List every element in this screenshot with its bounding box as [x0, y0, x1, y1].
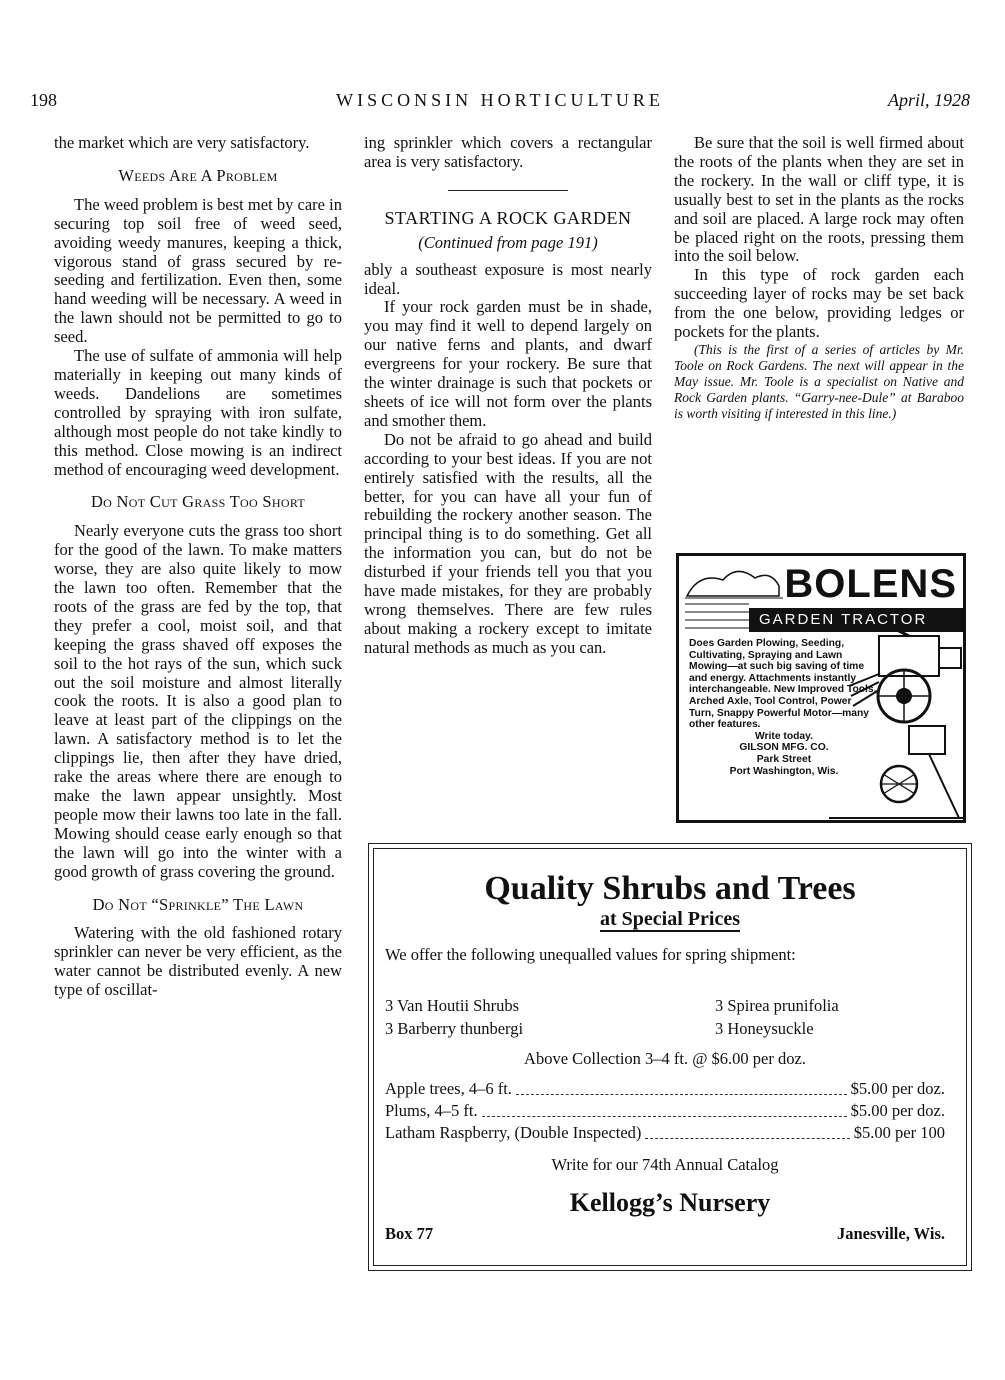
- paragraph: The use of sulfate of ammonia will help materially in keeping out many kinds of weeds. Dandelions are sometimes controlled by spraying with iron sulfate, although most people do not take kindly to this method. Close mowing is an indirect method of encouraging weed development.: [54, 346, 342, 479]
- bolens-copy: Does Garden Plowing, Seeding, Cultivating, Spraying and Lawn Mowing—at such big saving of time and energy. Attachments instantly interchangeable. New Improved Tools. Arched Axle, Tool Control, Power Turn, Snappy Powerful Motor—many other features.: [689, 638, 877, 731]
- paragraph: ably a southeast exposure is most nearly ideal.: [364, 259, 652, 298]
- price-item: Plums, 4–5 ft.: [385, 1101, 478, 1120]
- bolens-city: Port Washington, Wis.: [729, 765, 839, 777]
- page-header: [30, 90, 970, 120]
- ad-headline: Quality Shrubs and Trees: [484, 870, 856, 907]
- price-item: Latham Raspberry, (Double Inspected): [385, 1123, 642, 1142]
- editor-note: (This is the first of a series of articles by Mr. Toole on Rock Gardens. The next will appear in the May issue. Mr. Toole is a specialist on Native and Rock Garden plants. “Garry-nee-Dule” at Baraboo is worth visiting if interested in this line.): [674, 341, 964, 421]
- paragraph: Watering with the old fashioned rotary sprinkler can never be very efficient, as the water cannot be distributed evenly. A new type of oscillat-: [54, 923, 342, 1000]
- leader-dots: [482, 1116, 847, 1117]
- paragraph: ing sprinkler which covers a rectangular area is very satisfactory.: [364, 133, 652, 171]
- section-heading-sprinkle: Do Not “Sprinkle” The Lawn: [92, 894, 304, 914]
- section-heading-grass: Do Not Cut Grass Too Short: [90, 492, 306, 512]
- paragraph: In this type of rock garden each succeeding layer of rocks may be set back from the one below, providing ledges or pockets for the plants.: [674, 265, 964, 342]
- page-number: 198: [30, 90, 57, 110]
- paragraph: Be sure that the soil is well firmed about the roots of the plants when they are set in the rockery. In the wall or cliff type, it is usually best to set in the plants as the rocks and soil are placed. A large rock may often be placed right on the roots, pressing them into the soil below.: [674, 133, 964, 266]
- list-item: 3 Honeysuckle: [715, 1019, 814, 1038]
- bolens-advertisement: [676, 553, 966, 823]
- bolens-copy-block: [689, 638, 879, 777]
- nursery-name: Kellogg’s Nursery: [569, 1188, 771, 1217]
- list-item: 3 Van Houtii Shrubs: [385, 996, 519, 1015]
- price-value: $5.00 per doz.: [850, 1101, 945, 1120]
- paragraph: The weed problem is best met by care in securing top soil free of weed seed, avoiding weedy manures, keeping a thick, vigorous stand of grass secured by re-seeding and fertilization. Even then, some hand weeding will be necessary. A weed in the lawn should not be permitted to go to seed.: [54, 194, 342, 347]
- bolens-street: Park Street: [756, 753, 812, 765]
- list-item: 3 Barberry thunbergi: [385, 1019, 524, 1038]
- price-value: $5.00 per 100: [853, 1123, 945, 1142]
- ad-intro: We offer the following unequalled values for spring shipment:: [385, 945, 796, 964]
- ad-subhead: [369, 908, 971, 931]
- leader-dots: [516, 1094, 847, 1095]
- journal-title: WISCONSIN HORTICULTURE: [336, 90, 664, 110]
- bolens-tagline: GARDEN TRACTOR: [749, 608, 963, 632]
- section-heading-weeds: Weeds Are A Problem: [118, 165, 278, 185]
- column-left: [54, 134, 342, 1000]
- box-number: Box 77: [385, 1224, 434, 1243]
- paragraph: the market which are very satisfactory.: [54, 133, 310, 152]
- divider: [448, 190, 568, 191]
- price-row: [385, 1122, 945, 1144]
- price-list: [385, 1078, 945, 1144]
- ad-subhead-text: at Special Prices: [600, 908, 740, 930]
- bolens-write: Write today.: [755, 730, 813, 742]
- price-value: $5.00 per doz.: [850, 1079, 945, 1098]
- nursery-city: Janesville, Wis.: [836, 1224, 945, 1243]
- paragraph: Nearly everyone cuts the grass too short for the good of the lawn. To make matters worse, they are also quite likely to mow the lawn too often. Remember that the roots of the grass are fed by the top, that they prefer a cool, moist soil, and that keeping the grass shaved off exposes the soil to the hot rays of the sun, which suck out the soil moisture and almost literally cook the roots. It is also a good plan to leave at least part of the clippings on the lawn. A satisfactory method is to let the clippings lie, then after they have dried, rake the areas where there are enough to make the lawn appear unsightly. Most people mow their lawns too late in the fall. Mowing should cease early enough so that the lawn will go into the winter with a good growth of grass covering the ground.: [54, 521, 342, 881]
- bolens-brand: BOLENS: [784, 562, 957, 606]
- paragraph: If your rock garden must be in shade, you may find it well to depend largely on our native ferns and plants, and dwarf evergreens for your rockery. Be sure that the winter drainage is such that pockets or sheets of ice will not form over the plants and smother them.: [364, 297, 652, 430]
- kellogg-advertisement: [368, 843, 972, 1271]
- collection-offer: Above Collection 3–4 ft. @ $6.00 per doz.: [524, 1049, 806, 1068]
- leader-dots: [645, 1138, 849, 1139]
- continued-note: (Continued from page 191): [418, 232, 598, 252]
- paragraph: Do not be afraid to go ahead and build according to your best ideas. If you are not entirely satisfied with the results, all the better, for you can have all your fun of rebuilding the rockery another season. The principal thing is to do something. Get all the information you can, but do not be disturbed if your friends tell you that you have made mistakes, for they are probably wrong themselves. There are few rules about making a rockery except to imitate natural methods as much as you can.: [364, 429, 652, 657]
- price-row: [385, 1100, 945, 1122]
- price-row: [385, 1078, 945, 1100]
- column-middle: [364, 134, 652, 658]
- price-item: Apple trees, 4–6 ft.: [385, 1079, 512, 1098]
- issue-date: April, 1928: [887, 90, 970, 110]
- list-item: 3 Spirea prunifolia: [715, 996, 839, 1015]
- catalog-offer: Write for our 74th Annual Catalog: [551, 1155, 779, 1174]
- bolens-company: GILSON MFG. CO.: [739, 742, 829, 754]
- column-right: [674, 134, 964, 422]
- article-title: STARTING A ROCK GARDEN: [384, 207, 632, 228]
